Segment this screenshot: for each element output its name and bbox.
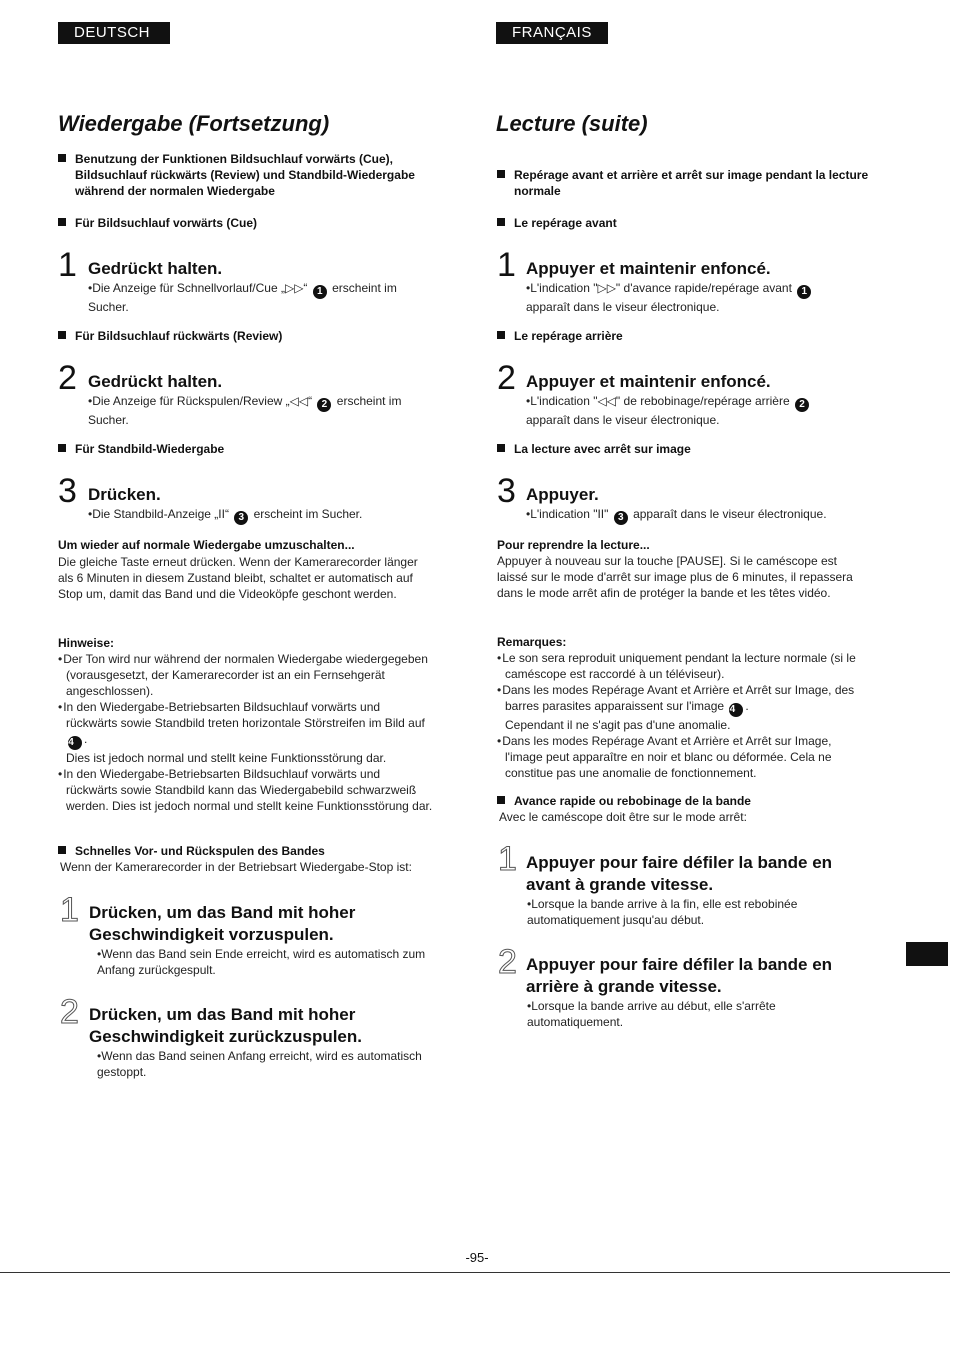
fast-text-de: Wenn der Kamerarecorder in der Betriebsart Wiedergabe-Stop ist: — [60, 860, 412, 874]
square-bullet-icon — [58, 218, 66, 226]
square-bullet-icon — [497, 444, 505, 452]
list-item: • In den Wiedergabe-Betriebsarten Bildsuchlauf vorwärts und rückwärts sowie Standbild treten horizontale Störstreifen im Bild auf 4 . Dies ist jedoch normal und stellt keine Funktionsstörung dar. — [58, 699, 433, 766]
page-title-de: Wiedergabe (Fortsetzung) — [58, 111, 330, 136]
step-note-1-de: •Die Anzeige für Schnellvorlauf/Cue „▷▷“ 1 erscheint im Sucher. — [88, 281, 397, 314]
still-heading-fr: La lecture avec arrêt sur image — [497, 441, 874, 457]
callout-3-icon: 3 — [234, 511, 248, 525]
resume-text-fr: Appuyer à nouveau sur la touche [PAUSE]. Si le caméscope est laissé sur le mode d'arrêt sur image plus de 6 minutes, il repassera dans le mode arrêt afin de protéger la bande et les têtes vidéo. — [497, 554, 853, 600]
step-note-2-de: •Die Anzeige für Rückspulen/Review „◁◁“ 2 erscheint im Sucher. — [88, 394, 402, 427]
square-bullet-icon — [58, 444, 66, 452]
callout-4-icon: 4 — [68, 736, 82, 750]
step-note-3-fr: •L'indication "II" 3 apparaît dans le viseur électronique. — [526, 507, 827, 523]
step-title-3-de: Drücken. — [88, 485, 161, 504]
step-note-3-de: •Die Standbild-Anzeige „II“ 3 erscheint im Sucher. — [88, 507, 363, 523]
square-bullet-icon — [497, 170, 505, 178]
step-note-ff-fr: •Lorsque la bande arrive à la fin, elle est rebobinée automatiquement jusqu'au début. — [527, 897, 798, 927]
step-note-rew-fr: •Lorsque la bande arrive au début, elle s'arrête automatiquement. — [527, 999, 776, 1029]
square-bullet-icon — [497, 218, 505, 226]
step-number-ff-fr: 1 — [498, 840, 517, 878]
square-bullet-icon — [497, 796, 505, 804]
step-title-1-de: Gedrückt halten. — [88, 259, 223, 278]
list-item: • Der Ton wird nur während der normalen Wiedergabe wiedergegeben (vorausgesetzt, der Kamerarecorder ist an ein Fernsehgerät angeschlossen). — [58, 651, 433, 699]
callout-2-icon: 2 — [795, 398, 809, 412]
step-title-rew-fr: Appuyer pour faire défiler la bande en arrière à grande vitesse. — [526, 955, 833, 996]
review-heading-fr: Le repérage arrière — [497, 328, 874, 344]
step-number-1-fr: 1 — [497, 246, 516, 284]
step-note-rew-de: •Wenn das Band seinen Anfang erreicht, wird es automatisch gestoppt. — [97, 1049, 422, 1079]
notes-list-fr — [497, 650, 865, 781]
step-note-2-fr: •L'indication "◁◁" de rebobinage/repérage arrière 2 apparaît dans le viseur électronique. — [526, 393, 856, 428]
list-item: • In den Wiedergabe-Betriebsarten Bildsuchlauf vorwärts und rückwärts sowie Standbild kann das Wiedergabebild schwarzweiß werden. Dies ist jedoch normal und stellt keine Funktionsstörung dar. — [58, 766, 433, 814]
step-title-2-fr: Appuyer et maintenir enfoncé. — [526, 372, 771, 391]
step-number-2-fr: 2 — [497, 359, 516, 397]
page-number: -95- — [465, 1250, 489, 1265]
callout-3-icon: 3 — [614, 511, 628, 525]
step-number-3-fr: 3 — [497, 472, 516, 510]
page-title-fr: Lecture (suite) — [496, 111, 648, 136]
square-bullet-icon — [58, 154, 66, 162]
step-number-rew-fr: 2 — [498, 943, 517, 981]
step-note-ff-de: •Wenn das Band sein Ende erreicht, wird es automatisch zum Anfang zurückgespult. — [97, 947, 426, 977]
language-tab-de: DEUTSCH — [58, 22, 170, 44]
cue-heading-de: Für Bildsuchlauf vorwärts (Cue) — [58, 215, 445, 231]
step-number-2-de: 2 — [58, 359, 77, 397]
resume-heading-de: Um wieder auf normale Wiedergabe umzuschalten... — [58, 538, 355, 552]
step-number-3-de: 3 — [58, 472, 77, 510]
intro-heading-fr: Repérage avant et arrière et arrêt sur image pendant la lecture normale — [497, 167, 874, 199]
step-title-3-fr: Appuyer. — [526, 485, 599, 504]
notes-heading-fr: Remarques: — [497, 635, 567, 649]
section-marker-tab — [906, 942, 948, 966]
fast-heading-de: Schnelles Vor- und Rückspulen des Bandes — [58, 843, 455, 859]
fast-heading-fr: Avance rapide ou rebobinage de la bande — [497, 793, 874, 809]
language-tab-fr: FRANÇAIS — [496, 22, 608, 44]
callout-2-icon: 2 — [317, 398, 331, 412]
step-number-rew-de: 2 — [60, 993, 79, 1031]
square-bullet-icon — [58, 846, 66, 854]
step-title-rew-de: Drücken, um das Band mit hoher Geschwindigkeit zurückzuspulen. — [89, 1005, 362, 1046]
notes-list-de — [58, 651, 433, 814]
step-number-1-de: 1 — [58, 246, 77, 284]
fast-text-fr: Avec le caméscope doit être sur le mode arrêt: — [499, 810, 747, 824]
step-title-ff-fr: Appuyer pour faire défiler la bande en avant à grande vitesse. — [526, 853, 833, 894]
callout-4-icon: 4 — [729, 703, 743, 717]
square-bullet-icon — [58, 331, 66, 339]
resume-text-de: Die gleiche Taste erneut drücken. Wenn der Kamerarecorder länger als 6 Minuten in diesem Zustand bleibt, schaltet er automatisch auf Stop um, damit das Band und die Videoköpfe geschont werden. — [58, 555, 418, 601]
step-number-ff-de: 1 — [60, 891, 79, 929]
cue-heading-fr: Le repérage avant — [497, 215, 874, 231]
step-title-2-de: Gedrückt halten. — [88, 372, 223, 391]
notes-heading-de: Hinweise: — [58, 636, 115, 650]
still-heading-de: Für Standbild-Wiedergabe — [58, 441, 445, 457]
step-note-1-fr: •L'indication "▷▷" d'avance rapide/repérage avant 1 apparaît dans le viseur électronique. — [526, 280, 856, 315]
step-title-ff-de: Drücken, um das Band mit hoher Geschwindigkeit vorzuspulen. — [89, 903, 356, 944]
list-item: • Dans les modes Repérage Avant et Arrière et Arrêt sur Image, des barres parasites apparaissent sur l'image 4 . Cependant il ne s'agit pas d'une anomalie. — [497, 682, 865, 733]
square-bullet-icon — [497, 331, 505, 339]
list-item: • Dans les modes Repérage Avant et Arrière et Arrêt sur Image, l'image peut apparaître en noir et blanc ou déformée. Cela ne constitue pas une anomalie de fonctionnement. — [497, 733, 865, 781]
review-heading-de: Für Bildsuchlauf rückwärts (Review) — [58, 328, 445, 344]
list-item: • Le son sera reproduit uniquement pendant la lecture normale (si le caméscope est raccordé à un téléviseur). — [497, 650, 865, 682]
step-title-1-fr: Appuyer et maintenir enfoncé. — [526, 259, 771, 278]
resume-heading-fr: Pour reprendre la lecture... — [497, 538, 650, 552]
footer-rule — [0, 1272, 950, 1273]
intro-heading-de: Benutzung der Funktionen Bildsuchlauf vorwärts (Cue), Bildsuchlauf rückwärts (Review) und Standbild-Wiedergabe während der normalen Wiedergabe — [58, 151, 445, 199]
callout-1-icon: 1 — [313, 285, 327, 299]
callout-1-icon: 1 — [797, 285, 811, 299]
